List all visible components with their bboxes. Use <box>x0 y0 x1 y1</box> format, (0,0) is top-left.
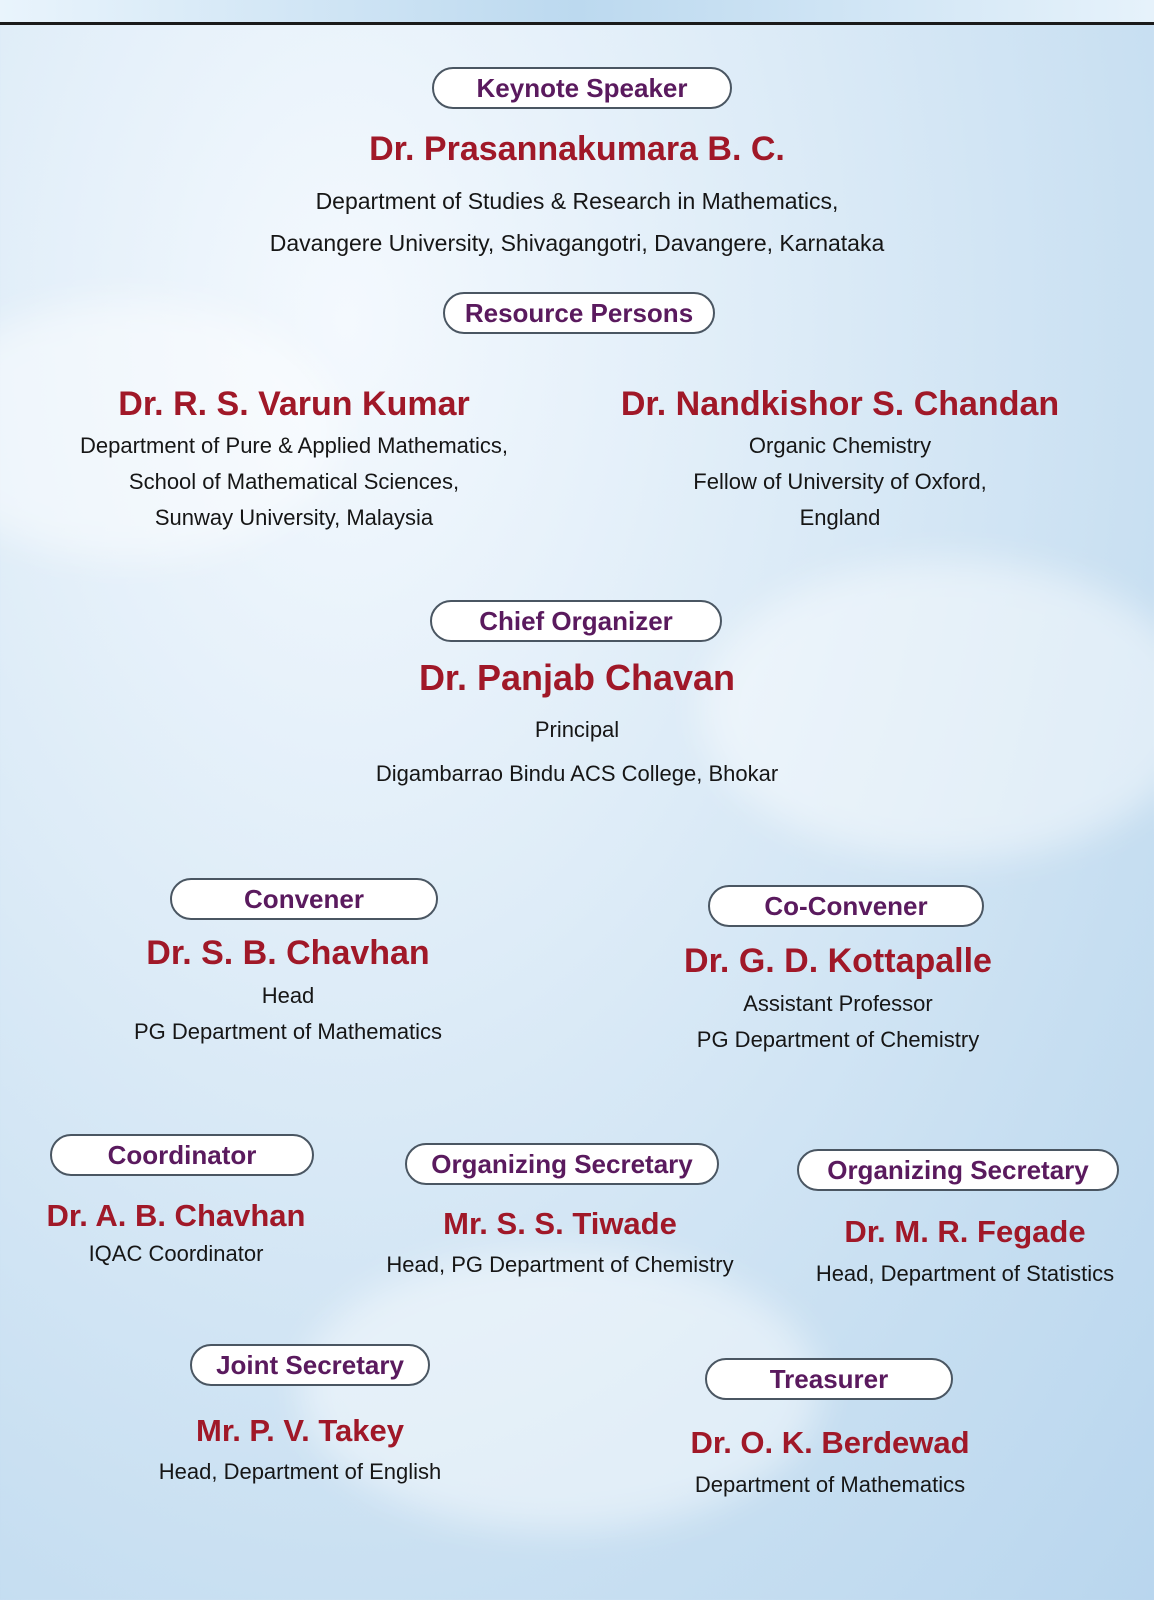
convener-heading: Convener <box>170 878 438 920</box>
affiliation-line: School of Mathematical Sciences, <box>128 469 460 494</box>
convener-name: Dr. S. B. Chavhan <box>146 934 430 972</box>
affiliation-line: Fellow of University of Oxford, <box>693 469 987 494</box>
affiliation-line: England <box>799 505 881 530</box>
role-line: Principal <box>534 717 620 742</box>
organizing-secretary-role: Head, PG Department of Chemistry <box>386 1252 734 1277</box>
keynote-speaker-affiliation <box>0 180 1154 264</box>
co-convener-heading: Co-Convener <box>708 885 984 927</box>
co-convener-name: Dr. G. D. Kottapalle <box>684 942 992 980</box>
organizing-secretary-heading: Organizing Secretary <box>797 1149 1119 1191</box>
joint-secretary-heading: Joint Secretary <box>190 1344 430 1386</box>
affiliation-line: PG Department of Mathematics <box>133 1019 443 1044</box>
top-border-bar <box>0 0 1154 25</box>
chief-organizer-details <box>0 708 1154 796</box>
resource-person-affiliation <box>44 428 544 536</box>
chief-organizer-name: Dr. Panjab Chavan <box>418 657 736 698</box>
resource-person-name: Dr. R. S. Varun Kumar <box>118 385 470 423</box>
treasurer-heading: Treasurer <box>705 1358 953 1400</box>
joint-secretary-name: Mr. P. V. Takey <box>196 1413 404 1448</box>
affiliation-line: Davangere University, Shivagangotri, Davangere, Karnataka <box>269 230 885 256</box>
affiliation-line: Department of Studies & Research in Mathematics, <box>315 188 839 214</box>
keynote-speaker-name: Dr. Prasannakumara B. C. <box>369 130 785 168</box>
resource-persons-heading: Resource Persons <box>443 292 715 334</box>
affiliation-line: Department of Pure & Applied Mathematics, <box>80 433 508 458</box>
keynote-speaker-heading: Keynote Speaker <box>432 67 732 109</box>
coordinator-heading: Coordinator <box>50 1134 314 1176</box>
coordinator-name: Dr. A. B. Chavhan <box>46 1198 306 1233</box>
chief-organizer-heading: Chief Organizer <box>430 600 722 642</box>
affiliation-line: Digambarrao Bindu ACS College, Bhokar <box>375 761 779 786</box>
affiliation-line: PG Department of Chemistry <box>696 1027 980 1052</box>
coordinator-role: IQAC Coordinator <box>88 1241 264 1266</box>
organizing-secretary-name: Dr. M. R. Fegade <box>844 1214 1086 1249</box>
treasurer-name: Dr. O. K. Berdewad <box>690 1425 970 1460</box>
role-line: Head <box>261 983 315 1008</box>
treasurer-role: Department of Mathematics <box>694 1472 966 1497</box>
organizing-secretary-role: Head, Department of Statistics <box>815 1261 1115 1286</box>
convener-details <box>88 978 488 1050</box>
role-line: Assistant Professor <box>743 991 933 1016</box>
affiliation-line: Organic Chemistry <box>748 433 932 458</box>
organizing-secretary-heading: Organizing Secretary <box>405 1143 719 1185</box>
joint-secretary-role: Head, Department of English <box>158 1459 442 1484</box>
organizing-secretary-name: Mr. S. S. Tiwade <box>443 1206 677 1241</box>
resource-person-name: Dr. Nandkishor S. Chandan <box>620 385 1060 423</box>
resource-person-affiliation <box>620 428 1060 536</box>
co-convener-details <box>638 986 1038 1058</box>
affiliation-line: Sunway University, Malaysia <box>154 505 434 530</box>
